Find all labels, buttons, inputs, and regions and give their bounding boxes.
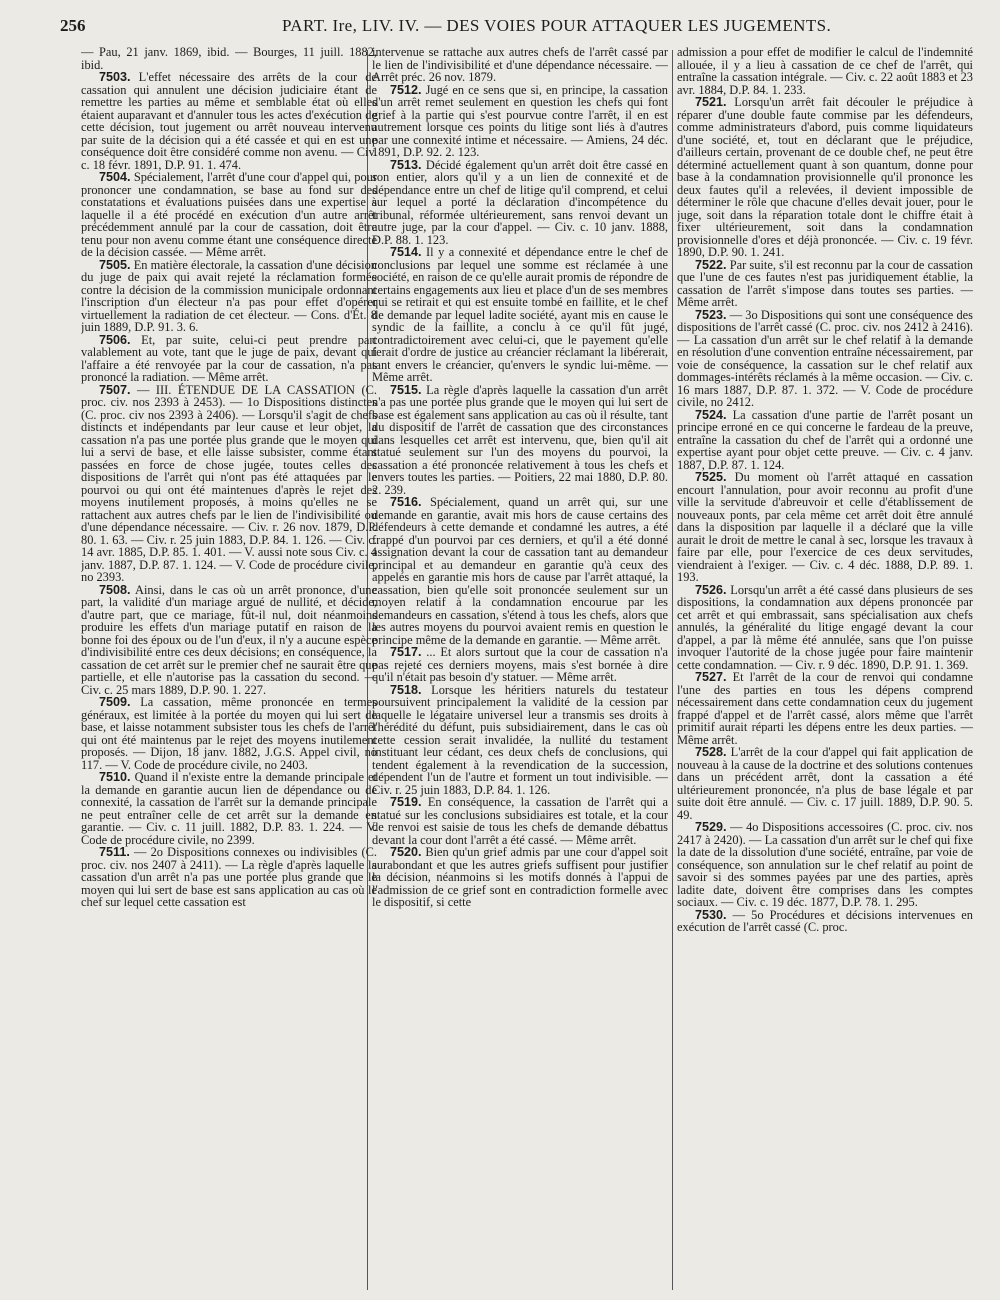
- paragraph-number: 7514.: [390, 245, 422, 259]
- paragraph: [677, 671, 973, 746]
- paragraph-text: — III. ÉTENDUE DE LA CASSATION (C. proc. civ. nos 2393 à 2453). — 1o Dispositions distinctes (C. proc. civ nos 2393 à 2406). — Lorsqu'il s'agit de chefs distincts et indépendants par leur cause et leur objet, la cassation n'a pas une portée plus grande que le moyen qui lui a servi de base, et elle laisse subsister, comme étant passées en force de chose jugée, toutes celles des dispositions de l'arrêt qui n'ont pas été attaquées par le pourvoi ou qui ont été maintenues d'après le rejet des moyens inutilement proposés, à moins qu'elles ne se rattachent aux autres chefs par le lien de l'indivisibilité ou d'une dépendance nécessaire. — Civ. r. 26 nov. 1879, D.P. 80. 1. 63. — Civ. r. 25 juin 1883, D.P. 84. 1. 126. — Civ. c. 14 avr. 1885, D.P. 85. 1. 401. — V. aussi note sous Civ. c. 4 janv. 1887, D.P. 87. 1. 124. — V. Code de procédure civile, no 2393.: [81, 382, 377, 584]
- paragraph-text: La cassation d'une partie de l'arrêt posant un principe erroné en ce qui concerne le fardeau de la preuve, entraîne la cassation du chef de l'arrêt qui a ordonné une expertise ayant pour objet cette preuve. — Civ. c. 4 janv. 1887, D.P. 87. 1. 124.: [677, 407, 973, 472]
- paragraph: [81, 846, 377, 909]
- running-title: PART. Ire, LIV. IV. — DES VOIES POUR ATTAQUER LES JUGEMENTS.: [282, 16, 832, 35]
- paragraph-text: ... Et alors surtout que la cour de cassation n'a pas rejeté ces derniers moyens, mais s'est bornée à dire qu'il n'était pas besoin d'y statuer. — Même arrêt.: [372, 645, 668, 684]
- paragraph-text: Lorsqu'un arrêt fait découler le préjudice à réparer d'une double faute commise par les défendeurs, comme administrateurs d'abord, puis comme liquidateurs d'une société, et, tout en déclarant que le préjudice, d'ailleurs certain, provenant de ce double chef, ne peut être déterminé actuellement quant à son quantum, donne pour base à la condamnation provisionnelle qu'il prononce les deux fautes qu'il a relevées, il devient impossible de déterminer le rôle que chacune d'elles devait jouer, pour le juge, soit dans la réparation totale dont le chiffre était à fixer ultérieurement, soit dans la condamnation provisionnelle d'ores et déjà prononcée. — Civ. c. 19 févr. 1890, D.P. 90. 1. 241.: [677, 95, 973, 259]
- paragraph-number: 7505.: [99, 257, 131, 272]
- paragraph-number: 7517.: [390, 645, 422, 659]
- text-column-middle: [372, 46, 668, 1296]
- paragraph: [372, 846, 668, 909]
- paragraph-number: 7520.: [390, 845, 422, 859]
- paragraph-number: 7527.: [695, 670, 727, 684]
- paragraph-text: intervenue se rattache aux autres chefs de l'arrêt cassé par le lien de l'indivisibilité et d'une dépendance nécessaire. — Arrêt préc. 26 nov. 1879.: [372, 46, 668, 84]
- paragraph-number: 7509.: [99, 695, 131, 709]
- paragraph-text: admission a pour effet de modifier le calcul de l'indemnité allouée, il y a lieu à cassation de ce chef de l'arrêt, qui entraîne la cassation intégrale. — Civ. c. 22 août 1883 et 23 avr. 1884, D.P. 84. 1. 233.: [677, 46, 973, 97]
- paragraph: [677, 259, 973, 309]
- paragraph-number: 7524.: [695, 407, 727, 422]
- paragraph-number: 7511.: [99, 845, 130, 859]
- page-number: 256: [60, 16, 86, 35]
- paragraph-number: 7518.: [390, 682, 422, 697]
- paragraph-number: 7522.: [695, 257, 727, 272]
- paragraph-text: — 2o Dispositions connexes ou indivisibles (C. proc. civ. nos 2407 à 2411). — La règle d'après laquelle la cassation d'un arrêt n'a pas une portée plus grande que le moyen qui lui sert de base est sans application au cas où le chef sur lequel cette cassation est: [81, 845, 377, 909]
- paragraph: [372, 646, 668, 684]
- paragraph-text: Quand il n'existe entre la demande principale et la demande en garantie aucun lien de dépendance ou de connexité, la cassation de l'arrêt sur la demande principale ne peut entraîner celle de cet arrêt sur la demande en garantie. — Civ. c. 11 juill. 1882, D.P. 83. 1. 224. — V. Code de procédure civile, no 2399.: [81, 770, 377, 847]
- paragraph: [677, 821, 973, 909]
- paragraph-text: La règle d'après laquelle la cassation d'un arrêt n'a pas une portée plus grande que le moyen qui lui sert de base est également sans application au cas où il résulte, tant du dispositif de l'arrêt de cassation que des circonstances dans lesquelles cet arrêt est intervenu, que, bien qu'il ait statué seulement sur l'un des moyens du pourvoi, la cassation a été prononcée relativement à tous les chefs et envers toutes les parties. — Poitiers, 22 mai 1880, D.P. 80. 2. 239.: [372, 382, 668, 497]
- paragraph: [81, 259, 377, 334]
- paragraph-text: L'effet nécessaire des arrêts de la cour de cassation qui annulent une décision judiciaire étant de remettre les parties au même et semblable état où elles étaient auparavant et d'annuler tous les actes d'exécution de cette décision, tout jugement ou arrêt nouveau intervenu par suite de la décision qui a été cassée et qui en est une conséquence doit être considéré comme non avenu. — Civ. c. 18 févr. 1891, D.P. 91. 1. 474.: [81, 70, 377, 172]
- paragraph: [81, 384, 377, 584]
- paragraph-text: Du moment où l'arrêt attaqué en cassation encourt l'annulation, pour avoir reconnu au profit d'une ville la servitude d'abreuvoir et celle d'établissement de nouveaux ponts, par cela même cet arrêt doit être annulé dans la disposition par laquelle il a déclaré que la ville aurait le droit de mettre le canal à sec, lorsque les travaux à faire par elle, pour l'exercice de ces deux servitudes, viendraient à l'exiger. — Civ. c. 4 déc. 1888, D.P. 89. 1. 193.: [677, 470, 973, 584]
- paragraph: [677, 471, 973, 584]
- paragraph-text: Jugé en ce sens que si, en principe, la cassation d'un arrêt remet seulement en question les chefs qui font grief à la partie qui s'est pourvue contre l'arrêt, il en est autrement lorsque ces points du litige sont liés à d'autres par une connexité intime et nécessaire. — Amiens, 24 déc. 1891, D.P. 92. 2. 123.: [372, 82, 668, 159]
- paragraph-text: — Pau, 21 janv. 1869, ibid. — Bourges, 11 juill. 1882, ibid.: [81, 46, 377, 72]
- paragraph-number: 7504.: [99, 170, 131, 184]
- paragraph: [372, 796, 668, 846]
- paragraph: [372, 84, 668, 159]
- paragraph: [81, 584, 377, 697]
- running-header: [60, 14, 980, 40]
- paragraph: [372, 246, 668, 384]
- paragraph: [677, 96, 973, 259]
- paragraph: [677, 746, 973, 821]
- paragraph-text: Lorsqu'un arrêt a été cassé dans plusieurs de ses dispositions, la condamnation aux dépens prononcée par cet arrêt et qui embrassait, sans spécialisation aux chefs annulés, la généralité du litige engagé devant la cour d'appel, a par là même été annulée, sans que l'on puisse invoquer l'autorité de la chose jugée pour faire maintenir cette condamnation. — Civ. r. 9 déc. 1890, D.P. 91. 1. 369.: [677, 582, 973, 672]
- paragraph-text: Bien qu'un grief admis par une cour d'appel soit surabondant et que les autres griefs suffisent pour justifier la décision, néanmoins si les motifs donnés à l'appui de l'admission de ce grief sont en contradiction formelle avec le dispositif, si cette: [372, 845, 668, 909]
- paragraph: [372, 496, 668, 646]
- paragraph-number: 7530.: [695, 907, 727, 922]
- paragraph: [81, 771, 377, 846]
- paragraph-text: — 5o Procédures et décisions intervenues en exécution de l'arrêt cassé (C. proc.: [677, 907, 973, 934]
- text-column-right: [677, 46, 973, 1296]
- paragraph-number: 7508.: [99, 582, 131, 597]
- text-column-left: [81, 46, 377, 1296]
- paragraph-text: — 4o Dispositions accessoires (C. proc. civ. nos 2417 à 2420). — La cassation d'un arrêt sur le chef qui fixe la date de la dissolution d'une société, entraîne, par voie de conséquence, son annulation sur le chef relatif au point de savoir si des sommes payées par une des parties, après ladite date, doivent être comprises dans les comptes sociaux. — Civ. c. 19 déc. 1877, D.P. 78. 1. 295.: [677, 820, 973, 909]
- paragraph-number: 7528.: [695, 745, 727, 759]
- paragraph: [81, 71, 377, 171]
- paragraph-text: Et, par suite, celui-ci peut prendre part valablement au vote, tant que le juge de paix, devant qui l'affaire a été renvoyée par la cour de cassation, n'a pas prononcé la radiation. — Même arrêt.: [81, 332, 377, 384]
- paragraph-text: La cassation, même prononcée en termes généraux, est limitée à la portée du moyen qui lui sert de base, et laisse notamment subsister tous les chefs de l'arrêt qui ont été maintenus par le rejet des moyens inutilement proposés. — Dijon, 18 janv. 1882, J.G.S. Appel civil, no 117. — V. Code de procédure civile, no 2403.: [81, 695, 377, 772]
- paragraph-number: 7507.: [99, 382, 131, 397]
- paragraph: [677, 309, 973, 409]
- paragraph-number: 7510.: [99, 770, 131, 784]
- paragraph: [677, 909, 973, 934]
- paragraph: [81, 696, 377, 771]
- paragraph: [81, 171, 377, 259]
- paragraph-number: 7516.: [390, 495, 422, 509]
- paragraph: [372, 384, 668, 497]
- paragraph-text: En conséquence, la cassation de l'arrêt qui a statué sur les conclusions subsidiaires est totale, et la cour de renvoi est saisie de tous les chefs de demande débattus devant la cour dont l'arrêt a été cassé. — Même arrêt.: [372, 795, 668, 847]
- paragraph: [677, 409, 973, 472]
- paragraph-text: En matière électorale, la cassation d'une décision du juge de paix qui avait rejeté la réclamation formée contre la décision de la commission municipale ordonnant l'inscription d'un électeur n'a pas pour effet d'opérer virtuellement la radiation de cet électeur. — Cons. d'Ét. 8 juin 1889, D.P. 91. 3. 6.: [81, 257, 377, 334]
- paragraph-text: Ainsi, dans le cas où un arrêt prononce, d'une part, la validité d'un mariage argué de nullité, et décide, d'autre part, que ce mariage, fût-il nul, doit néanmoins produire les effets d'un mariage putatif en raison de la bonne foi des époux ou de l'un d'eux, il n'y a aucune espèce d'indivisibilité entre ces deux décisions; en conséquence, la cassation de cet arrêt sur le premier chef ne saurait être que partielle, et elle n'autorise pas la cassation du second. — Civ. c. 25 mars 1889, D.P. 90. 1. 227.: [81, 582, 377, 697]
- paragraph-number: 7525.: [695, 470, 727, 484]
- paragraph-text: Il y a connexité et dépendance entre le chef de conclusions par lequel une somme est réclamée à une société, en raison de ce qu'elle aurait promis de répondre de certains engagements aux lieu et place d'un de ses membres qui se retirait et qui est ensuite tombé en faillite, et le chef de demande par lequel ladite société, ayant mis en cause le syndic de la faillite, a conclu à ce qu'il fût jugé, contradictoirement avec celui-ci, que le payement qu'elle ferait d'ordre de justice au créancier réclamant la libérerait, tant envers le créancier, qu'envers le syndic lui-même. — Même arrêt.: [372, 245, 668, 384]
- paragraph: [677, 584, 973, 672]
- paragraph-number: 7526.: [695, 582, 727, 597]
- paragraph-text: Et l'arrêt de la cour de renvoi qui condamne l'une des parties en tous les dépens comprend nécessairement dans cette condamnation ceux du jugement frappé d'appel et de l'arrêt cassé, alors même que l'arrêt primitif aurait réparti les dépens entre les deux parties. — Même arrêt.: [677, 670, 973, 747]
- paragraph-text: Par suite, s'il est reconnu par la cour de cassation que l'une de ces fautes n'est pas juridiquement établie, la cassation de l'arrêt s'impose dans toutes ses parties. — Même arrêt.: [677, 257, 973, 309]
- paragraph-number: 7523.: [695, 307, 727, 322]
- paragraph: [372, 159, 668, 247]
- paragraph-text: Spécialement, l'arrêt d'une cour d'appel qui, pour prononcer une condamnation, se base au fond sur des constatations et évaluations puisées dans une expertise à laquelle il a été procédé en exécution d'un autre arrêt précédemment annulé par la cour de cassation, doit être tenu pour non avenu comme étant une conséquence directe de la décision cassée. — Même arrêt.: [81, 170, 377, 259]
- paragraph: [81, 46, 377, 71]
- paragraph: [677, 46, 973, 96]
- paragraph-number: 7503.: [99, 70, 131, 84]
- paragraph-number: 7529.: [695, 820, 727, 834]
- paragraph-text: — 3o Dispositions qui sont une conséquence des dispositions de l'arrêt cassé (C. proc. civ. nos 2412 à 2416). — La cassation d'un arrêt sur le chef relatif à la demande en résolution d'une convention entraîne nécessairement, par voie de conséquence, la cassation sur le chef relatif aux dommages-intérêts réclamés à la même occasion. — Civ. c. 16 mars 1887, D.P. 87. 1. 372. — V. Code de procédure civile, no 2412.: [677, 307, 973, 409]
- paragraph-number: 7512.: [390, 82, 422, 97]
- paragraph: [81, 334, 377, 384]
- paragraph-number: 7515.: [390, 382, 422, 397]
- paragraph-text: Spécialement, quand un arrêt qui, sur une demande en garantie, avait mis hors de cause certains des défendeurs à cette demande et condamné les autres, a été frappé d'un pourvoi par ces derniers, et qu'il a été donné assignation devant la cour de cassation tant au demandeur principal et au demandeur en garantie qu'à ceux des appelés en garantie mis hors de cause par l'arrêt attaqué, la cassation, bien qu'elle soit prononcée seulement sur un moyen relatif à la condamnation encourue par les demandeurs en cassation, s'étend à tous les chefs, alors que les autres moyens du pourvoi avaient remis en question le principe même de la demande en garantie. — Même arrêt.: [372, 495, 668, 647]
- paragraph-text: L'arrêt de la cour d'appel qui fait application de nouveau à la cause de la doctrine et des solutions contenues dans un précédent arrêt, dont la cassation a été ultérieurement prononcée, n'a plus de base légale et par suite doit être annulé. — Civ. c. 17 juill. 1889, D.P. 90. 5. 49.: [677, 745, 973, 822]
- paragraph-number: 7513.: [390, 157, 422, 172]
- paragraph: [372, 684, 668, 797]
- paragraph-text: Décidé également qu'un arrêt doit être cassé en son entier, alors qu'il y a un lien de connexité et de dépendance entre un chef de litige qu'il comprend, et celui sur lequel a porté la déclaration d'incompétence du tribunal, réformée ultérieurement, sans renvoi devant un autre juge, par la cour d'appel. — Civ. c. 10 janv. 1888, D.P. 88. 1. 123.: [372, 157, 668, 247]
- paragraph-number: 7506.: [99, 332, 131, 347]
- paragraph: [372, 46, 668, 84]
- paragraph-text: Lorsque les héritiers naturels du testateur poursuivent principalement la validité de la cession par laquelle le légataire universel leur a transmis ses droits à l'hérédité du défunt, puis subsidiairement, dans le cas où cette cession serait invalidée, la nullité du testament instituant leur cédant, ces deux chefs de conclusions, qui tendent également à la revendication de la succession, dépendent l'un de l'autre et forment un tout indivisible. — Civ. r. 25 juin 1883, D.P. 84. 1. 126.: [372, 682, 668, 797]
- paragraph-number: 7519.: [390, 795, 422, 809]
- paragraph-number: 7521.: [695, 95, 727, 109]
